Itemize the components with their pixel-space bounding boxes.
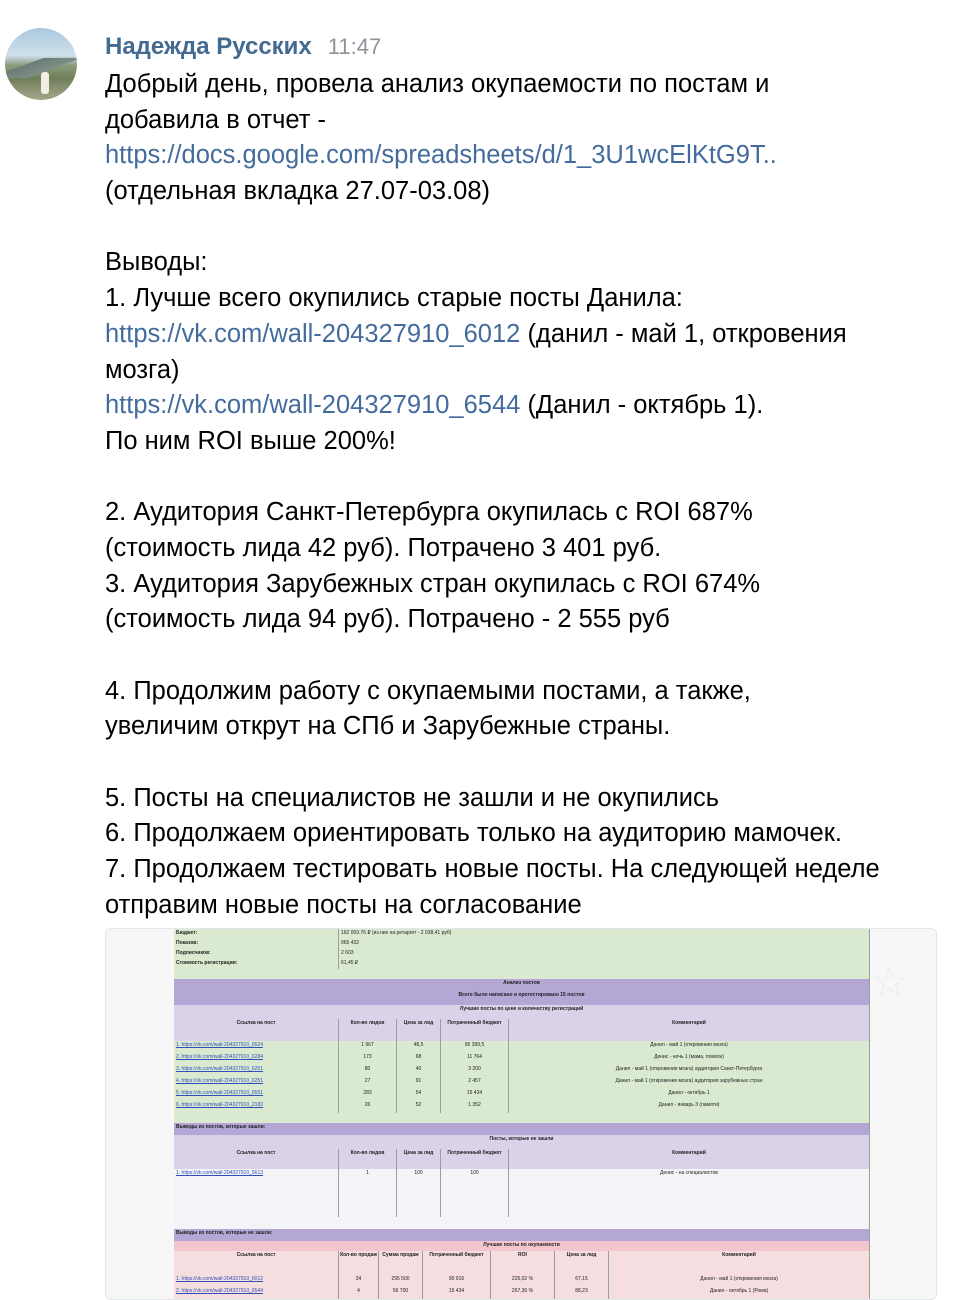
sheet-cell: Данил - май 1 (откровения мозга)	[609, 1275, 870, 1287]
text-line: Выводы:	[105, 248, 208, 277]
sheet-header: Потраченный бюджет	[441, 1149, 509, 1169]
post-link-6012[interactable]: https://vk.com/wall-204327910_6012	[105, 319, 521, 348]
avatar-figure	[41, 72, 49, 94]
sheet-link: 6. https://vk.com/wall-204327910_2182	[174, 1101, 339, 1113]
text-line: (стоимость лида 94 руб). Потрачено - 2 555 руб	[105, 605, 670, 634]
message-header	[105, 33, 381, 63]
author-name[interactable]: Надежда Русских	[105, 33, 312, 60]
sheet-header: Кол-во лидов	[339, 1019, 397, 1041]
text-line: 2. Аудитория Санкт-Петербурга окупилась с ROI 687%	[105, 498, 753, 527]
sheet-cell: 40	[397, 1065, 441, 1077]
star-icon[interactable]: ☆	[870, 958, 910, 1007]
sheet-link: 1. https://vk.com/wall-204327910_6012	[174, 1275, 339, 1287]
attached-image[interactable]	[105, 928, 937, 1300]
sheet-cell: 267,36 %	[491, 1287, 555, 1299]
sheet-cell: 27	[339, 1077, 397, 1089]
text-line: По ним ROI выше 200%!	[105, 426, 396, 455]
sheet-cell: Данил - май 1 (откровения мозга) аудитория Санкт-Петербурга	[509, 1065, 870, 1077]
text-line: 4. Продолжим работу с окупаемыми постами, а также,	[105, 676, 751, 705]
sheet-title: Всего было написано и протестировано 15 постов	[174, 991, 870, 1005]
sheet-header: Сумма продаж	[379, 1251, 423, 1275]
sheet-header: Цена за лид	[397, 1149, 441, 1169]
sheet-header: Цена за лид	[397, 1019, 441, 1041]
sheet-link: 2. https://vk.com/wall-204327910_6284	[174, 1053, 339, 1065]
sheet-cell: 68	[397, 1053, 441, 1065]
text-line: 7. Продолжаем тестировать новые посты. На следующей неделе	[105, 855, 880, 884]
sheet-cell: 61,45 ₽	[339, 959, 870, 969]
sheet-cell: 48,5	[397, 1041, 441, 1053]
sheet-cell: 34	[339, 1275, 379, 1287]
sheet-cell: 80	[339, 1065, 397, 1077]
sheet-cell: 15 434	[441, 1089, 509, 1101]
text-line: добавила в отчет -	[105, 105, 327, 134]
sheet-cell: 95 399,5	[441, 1041, 509, 1053]
sheet-title: Выводы из постов, которые не зашли:	[174, 1229, 870, 1241]
sheet-header: ROI	[491, 1251, 555, 1275]
author-avatar[interactable]	[5, 28, 77, 100]
sheet-cell: 11 764	[441, 1053, 509, 1065]
sheet-cell: 100	[397, 1169, 441, 1181]
sheet-cell: 88,23	[555, 1287, 609, 1299]
sheet-cell: 54	[397, 1089, 441, 1101]
sheet-cell: 26	[339, 1101, 397, 1113]
spreadsheet-link[interactable]: https://docs.google.com/spreadsheets/d/1_3U1wcElKtG9T..	[105, 141, 777, 170]
sheet-cell: 965 432	[339, 939, 870, 949]
sheet-cell: Показов:	[174, 939, 339, 949]
text-line: 3. Аудитория Зарубежных стран окупилась с ROI 674%	[105, 569, 761, 598]
sheet-header: Ссылка на пост	[174, 1149, 339, 1169]
text-line: 6. Продолжаем ориентировать только на аудиторию мамочек.	[105, 819, 842, 848]
sheet-cell: 225,02 %	[491, 1275, 555, 1287]
post-note: (Данил - октябрь 1).	[520, 391, 764, 420]
sheet-link: 2. https://vk.com/wall-204327910_6544	[174, 1287, 339, 1299]
sheet-cell: 1	[339, 1169, 397, 1181]
sheet-cell: 100	[441, 1169, 509, 1181]
sheet-link: 1. https://vk.com/wall-204327910_6524	[174, 1041, 339, 1053]
sheet-cell: 3 200	[441, 1065, 509, 1077]
sheet-header: Цена за лид	[555, 1251, 609, 1275]
sheet-header: Кол-во лидов	[339, 1149, 397, 1169]
sheet-title: Анализ постов	[174, 979, 870, 991]
sheet-header: Потраченный бюджет	[441, 1019, 509, 1041]
sheet-row	[174, 1287, 870, 1300]
sheet-cell: 295 500	[379, 1275, 423, 1287]
sheet-link: 5. https://vk.com/wall-204327910_6551	[174, 1089, 339, 1101]
post-link-6544[interactable]: https://vk.com/wall-204327910_6544	[105, 391, 521, 420]
sheet-cell: Денис - ночь 1 (мама, помоги)	[509, 1053, 870, 1065]
message-text	[105, 67, 945, 924]
text-line: 5. Посты на специалистов не зашли и не окупились	[105, 783, 720, 812]
text-line: Добрый день, провела анализ окупаемости по постам и	[105, 70, 770, 98]
sheet-cell: 67,15	[555, 1275, 609, 1287]
sheet-cell: 90 916	[423, 1275, 491, 1287]
sheet-header: Комментарий	[509, 1149, 870, 1169]
sheet-cell: 15 434	[423, 1287, 491, 1299]
sheet-cell: 283	[339, 1089, 397, 1101]
text-line: увеличим открут на СПб и Зарубежные страны.	[105, 712, 671, 741]
sheet-link: 3. https://vk.com/wall-204327910_6251	[174, 1065, 339, 1077]
text-line: мозга)	[105, 355, 180, 384]
sheet-link: 1. https://vk.com/wall-204327910_5613	[174, 1169, 339, 1181]
message-time[interactable]: 11:47	[327, 34, 382, 59]
sheet-cell: Данил - май 1 (откровения мозга)	[509, 1041, 870, 1053]
sheet-cell: Подписчиков:	[174, 949, 339, 959]
sheet-cell: 2 603	[339, 949, 870, 959]
sheet-cell: Данил - октябрь 1 (Рома)	[609, 1287, 870, 1299]
text-line: 1. Лучше всего окупились старые посты Данила:	[105, 284, 683, 313]
text-line: отправим новые посты на согласование	[105, 890, 582, 919]
sheet-title: Выводы из постов, которые зашли:	[174, 1123, 870, 1135]
post-note: (данил - май 1, откровения	[520, 319, 847, 348]
sheet-cell: 1 352	[441, 1101, 509, 1113]
text-line: (стоимость лида 42 руб). Потрачено 3 401 руб.	[105, 533, 662, 562]
sheet-header: Комментарий	[509, 1019, 870, 1041]
sheet-cell: Данил - май 1 (откровения мозга) аудитория зарубежных стран	[509, 1077, 870, 1089]
sheet-header: Кол-во продаж	[339, 1251, 379, 1275]
sheet-title: Лучшие посты по цене и количеству регистраций	[174, 1005, 870, 1019]
sheet-cell: 4	[339, 1287, 379, 1299]
sheet-title: Лучшие посты по окупаемости	[174, 1241, 870, 1251]
sheet-header: Комментарий	[609, 1251, 870, 1275]
sheet-header: Потраченный бюджет	[423, 1251, 491, 1275]
sheet-cell: Данил - октябрь 1	[509, 1089, 870, 1101]
text-line: (отдельная вкладка 27.07-03.08)	[105, 177, 491, 206]
sheet-cell: 173	[339, 1053, 397, 1065]
sheet-link: 4. https://vk.com/wall-204327910_6251	[174, 1077, 339, 1089]
sheet-cell: Данил - январь 3 (памяти)	[509, 1101, 870, 1113]
sheet-cell: Денис - на специалистов	[509, 1169, 870, 1181]
sheet-title: Посты, которые не зашли	[174, 1135, 870, 1149]
sheet-cell: 2 457	[441, 1077, 509, 1089]
sheet-cell: 162 003.76 ₽ (из них на ретаргет - 2 038,41 руб)	[339, 929, 870, 939]
sheet-cell: Бюджет:	[174, 929, 339, 939]
sheet-cell: 56 700	[379, 1287, 423, 1299]
sheet-cell: 52	[397, 1101, 441, 1113]
sheet-cell: Стоимость регистрации:	[174, 959, 339, 969]
spreadsheet-preview	[174, 929, 870, 1299]
sheet-header: Ссылка на пост	[174, 1251, 339, 1275]
sheet-header: Ссылка на пост	[174, 1019, 339, 1041]
sheet-cell: 1 967	[339, 1041, 397, 1053]
sheet-cell: 91	[397, 1077, 441, 1089]
